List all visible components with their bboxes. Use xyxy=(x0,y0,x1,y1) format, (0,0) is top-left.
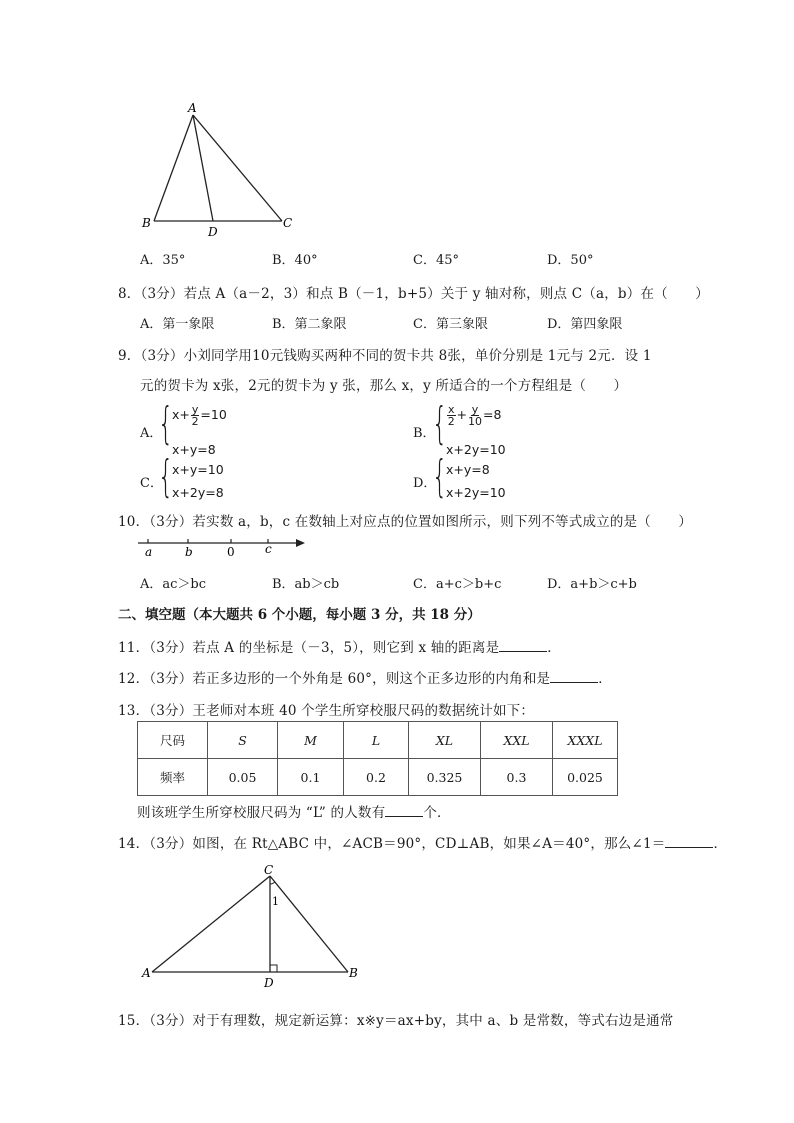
q8-stem: 8．（3分）若点 A（a－2，3）和点 B（－1，b+5）关于 y 轴对称，则点 C（a，b）在（ ） xyxy=(118,286,709,302)
axis-label-a: a xyxy=(145,545,153,559)
label-c: C xyxy=(283,216,293,230)
q11-answer-blank[interactable] xyxy=(499,639,547,652)
q8-option-a[interactable]: A．第一象限 xyxy=(140,317,215,332)
label-b: B xyxy=(142,216,151,230)
table-cell: 0.05 xyxy=(208,759,278,796)
q9-option-a-eq2: x+y=8 xyxy=(172,442,216,457)
table-cell: 0.1 xyxy=(278,759,344,796)
q8-option-d[interactable]: D．第四象限 xyxy=(547,317,623,332)
table-cell: M xyxy=(278,722,344,759)
q10-option-d[interactable]: D．a+b＞c+b xyxy=(547,577,637,592)
edge-ab xyxy=(154,115,193,221)
table-cell: XXXL xyxy=(553,722,618,759)
table-header-row xyxy=(138,722,618,759)
q7-option-a[interactable]: A．35° xyxy=(140,253,186,268)
triangle-abcd-figure xyxy=(138,100,298,240)
angle-1-arc xyxy=(270,882,275,884)
table-cell: 0.025 xyxy=(553,759,618,796)
edge-ac xyxy=(193,115,282,221)
q8-option-b[interactable]: B．第二象限 xyxy=(272,317,347,332)
table-cell: 0.2 xyxy=(344,759,409,796)
label-d: D xyxy=(264,976,274,990)
q7-option-b[interactable]: B．40° xyxy=(272,253,318,268)
q15-stem: 15．（3分）对于有理数，规定新运算：x※y＝ax+by，其中 a、b 是常数，等式右边是通常 xyxy=(118,1013,674,1029)
edge-bc xyxy=(270,876,348,972)
q14: 14．（3分）如图，在 Rt△ABC 中，∠ACB＝90°，CD⊥AB，如果∠A＝40°，那么∠1＝ ． xyxy=(118,836,728,852)
q11: 11．（3分）若点 A 的坐标是（－3，5），则它到 x 轴的距离是 ． xyxy=(118,640,561,656)
label-c: C xyxy=(264,863,274,877)
arrow-right-icon xyxy=(296,539,305,547)
q9-option-d-eq2: x+2y=10 xyxy=(446,485,506,500)
q12: 12．（3分）若正多边形的一个外角是 60°，则这个正多边形的内角和是 ． xyxy=(118,671,612,687)
q13-followup: 则该班学生所穿校服尺码为 “L” 的人数有 个． xyxy=(137,805,451,821)
q12-answer-blank[interactable] xyxy=(550,670,598,683)
axis-label-c: c xyxy=(265,542,272,556)
label-angle-1: 1 xyxy=(272,895,279,908)
axis-label-b: b xyxy=(185,545,193,559)
q7-option-c[interactable]: C．45° xyxy=(413,253,459,268)
table-cell: XL xyxy=(409,722,481,759)
q9-option-d-eq1: x+y=8 xyxy=(446,462,490,477)
q9-option-c-brace: { xyxy=(158,451,174,502)
q9-option-b-eq1: $\frac{x}{2}$ + $\frac{y}{10}$ =8 xyxy=(447,403,502,428)
q9-option-a-eq1: x+ $\frac{y}{2}$ =10 xyxy=(172,403,227,428)
q9-option-c-eq1: x+y=10 xyxy=(172,462,224,477)
table-cell: L xyxy=(344,722,409,759)
q14-answer-blank[interactable] xyxy=(665,835,713,848)
table-cell: 0.3 xyxy=(481,759,553,796)
q9-option-c-letter[interactable]: C． xyxy=(140,476,163,491)
q9-option-b-eq2: x+2y=10 xyxy=(446,442,506,457)
q7-option-d[interactable]: D．50° xyxy=(547,253,594,268)
q9-stem-line2: 元的贺卡为 x张，2元的贺卡为 y 张，那么 x，y 所适合的一个方程组是（ ） xyxy=(140,378,628,394)
q13-answer-blank[interactable] xyxy=(385,804,423,817)
q9-stem-line1: 9．（3分）小刘同学用10元钱购买两种不同的贺卡共 8张，单价分别是 1元与 2元．设 1 xyxy=(118,348,652,364)
q10-option-a[interactable]: A．ac＞bc xyxy=(140,577,207,592)
table-cell: 尺码 xyxy=(138,722,208,759)
label-b: B xyxy=(349,966,358,980)
q9-option-c-eq2: x+2y=8 xyxy=(172,485,224,500)
edge-ac xyxy=(152,876,270,972)
label-a: A xyxy=(142,966,151,980)
q9-option-a-brace: { xyxy=(158,398,174,449)
table-cell: S xyxy=(208,722,278,759)
q11-stem: 11．（3分）若点 A 的坐标是（－3，5），则它到 x 轴的距离是 xyxy=(118,640,500,656)
axis-label-zero: 0 xyxy=(227,545,235,559)
q9-option-d-letter[interactable]: D． xyxy=(413,476,437,491)
segment-ad xyxy=(193,115,213,221)
right-angle-mark xyxy=(270,965,277,972)
q10-option-b[interactable]: B．ab＞cb xyxy=(272,577,340,592)
q9-option-b-brace: { xyxy=(432,398,448,449)
number-line-figure xyxy=(135,533,310,561)
section-title-fill-in: 二、填空题（本大题共 6 个小题，每小题 3 分，共 18 分） xyxy=(118,607,481,623)
table-cell: XXL xyxy=(481,722,553,759)
size-frequency-table xyxy=(137,721,618,796)
q9-option-d-brace: { xyxy=(432,451,448,502)
label-d: D xyxy=(208,225,218,239)
q9-option-b-letter[interactable]: B． xyxy=(413,426,436,441)
table-cell: 频率 xyxy=(138,759,208,796)
q12-stem: 12．（3分）若正多边形的一个外角是 60°，则这个正多边形的内角和是 xyxy=(118,671,551,687)
q10-stem: 10．（3分）若实数 a，b，c 在数轴上对应点的位置如图所示，则下列不等式成立的是（ ） xyxy=(118,514,693,530)
label-a: A xyxy=(188,101,197,115)
q13-stem: 13．（3分）王老师对本班 40 个学生所穿校服尺码的数据统计如下： xyxy=(118,703,535,719)
table-row xyxy=(138,759,618,796)
q10-option-c[interactable]: C．a+c＞b+c xyxy=(413,577,502,592)
q14-stem: 14．（3分）如图，在 Rt△ABC 中，∠ACB＝90°，CD⊥AB，如果∠A＝40°，那么∠1＝ xyxy=(118,836,666,852)
q8-option-c[interactable]: C．第三象限 xyxy=(413,317,488,332)
q9-option-a-letter[interactable]: A． xyxy=(140,426,163,441)
table-cell: 0.325 xyxy=(409,759,481,796)
right-triangle-figure xyxy=(138,860,368,992)
